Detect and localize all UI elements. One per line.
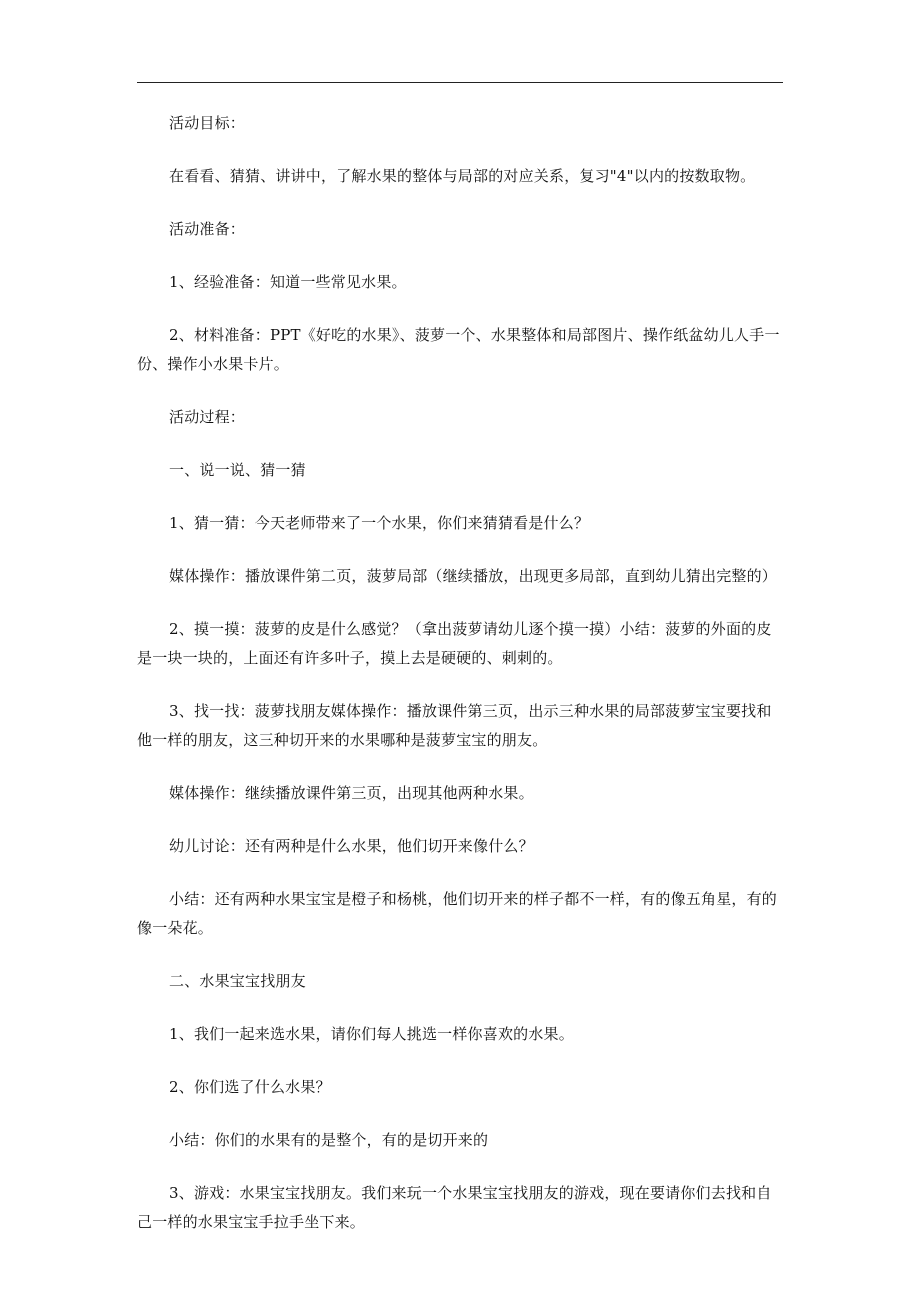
document-body — [137, 109, 783, 1261]
subheading-part-one: 一、说一说、猜一猜 — [169, 461, 306, 479]
paragraph-prep-experience: 1、经验准备：知道一些常见水果。 — [169, 273, 407, 291]
paragraph-summary-1: 小结：还有两种水果宝宝是橙子和杨桃，他们切开来的样子都不一样，有的像五角星，有的像一朵花。 — [137, 890, 778, 937]
paragraph-step-guess: 1、猜一猜：今天老师带来了一个水果，你们来猜猜看是什么？ — [169, 514, 590, 532]
paragraph-media-op-2: 媒体操作：继续播放课件第三页，出现其他两种水果。 — [169, 784, 534, 802]
paragraph-media-op-1: 媒体操作：播放课件第二页，菠萝局部（继续播放，出现更多局部，直到幼儿猜出完整的） — [169, 567, 778, 585]
subheading-part-two: 二、水果宝宝找朋友 — [169, 972, 306, 990]
paragraph-summary-2: 小结：你们的水果有的是整个，有的是切开来的 — [169, 1131, 489, 1149]
paragraph-step-touch: 2、摸一摸：菠萝的皮是什么感觉？（拿出菠萝请幼儿逐个摸一摸）小结：菠萝的外面的皮是一块一块的，上面还有许多叶子，摸上去是硬硬的、刺刺的。 — [137, 620, 772, 667]
paragraph-step-find: 3、找一找：菠萝找朋友媒体操作：播放课件第三页，出示三种水果的局部菠萝宝宝要找和他一样的朋友，这三种切开来的水果哪种是菠萝宝宝的朋友。 — [137, 702, 772, 749]
paragraph-game: 3、游戏：水果宝宝找朋友。我们来玩一个水果宝宝找朋友的游戏，现在要请你们去找和自己一样的水果宝宝手拉手坐下来。 — [137, 1184, 772, 1231]
paragraph-prep-materials: 2、材料准备：PPT《好吃的水果》、菠萝一个、水果整体和局部图片、操作纸盆幼儿人手一份、操作小水果卡片。 — [137, 326, 780, 373]
header-rule — [137, 82, 783, 83]
paragraph-choose-fruit: 1、我们一起来选水果，请你们每人挑选一样你喜欢的水果。 — [169, 1025, 574, 1043]
section-heading-goals: 活动目标： — [169, 114, 246, 132]
section-heading-process: 活动过程： — [169, 408, 246, 426]
paragraph-discussion: 幼儿讨论：还有两种是什么水果，他们切开来像什么？ — [169, 837, 534, 855]
paragraph-ask-fruit: 2、你们选了什么水果？ — [169, 1078, 331, 1096]
paragraph-goal-text: 在看看、猜猜、讲讲中，了解水果的整体与局部的对应关系，复习"4"以内的按数取物。 — [169, 167, 756, 185]
section-heading-preparation: 活动准备： — [169, 220, 246, 238]
